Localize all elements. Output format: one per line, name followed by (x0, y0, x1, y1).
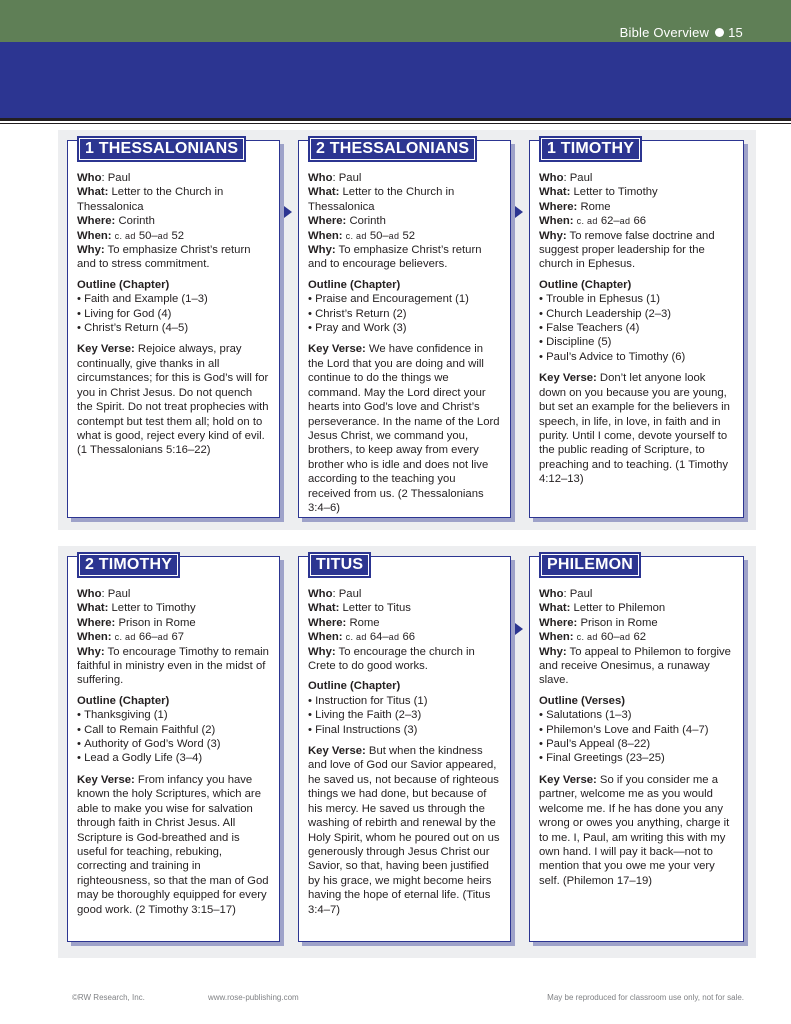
outline-item: • Salutations (1–3) (539, 708, 734, 722)
outline-item: • Discipline (5) (539, 335, 734, 349)
outline-item: • Lead a Godly Life (3–4) (77, 751, 270, 765)
why-field: Why: To encourage Timothy to remain faithful in ministry even in the midst of suffering. (77, 645, 269, 687)
outline-list (539, 292, 734, 364)
when-field: When: c. ad 62–ad 66 (539, 215, 647, 228)
outline-item: • Christ’s Return (4–5) (77, 321, 270, 335)
who-field: Who: Paul (539, 172, 593, 184)
outline-item: • Praise and Encouragement (1) (308, 292, 501, 306)
connector-arrow-icon (284, 206, 292, 218)
outline-item: • Church Leadership (2–3) (539, 307, 734, 321)
outline-heading: Outline (Chapter) (308, 680, 401, 693)
connector-arrow-icon (515, 206, 523, 218)
book-title: 1 THESSALONIANS (77, 136, 246, 162)
who-field: Who: Paul (77, 588, 131, 600)
what-field: What: Letter to Timothy (539, 186, 658, 199)
key-verse: Key Verse: Don’t let anyone look down on you because you are young, but set an example for the believers in speech, in life, in love, in faith and in purity. Until I come, devote yourself to the public reading of Scripture, to preaching and to teaching. (1 Timothy 4:12–13) (539, 372, 730, 486)
book-card (67, 556, 280, 942)
where-field: Where: Rome (308, 616, 380, 629)
outline-list (77, 292, 270, 335)
why-field: Why: To emphasize Christ’s return and to encourage believers. (308, 244, 482, 271)
book-card (529, 556, 744, 942)
outline-item: • Final Instructions (3) (308, 723, 501, 737)
footer-copyright: ©RW Research, Inc. (72, 993, 145, 1002)
page-number: 15 (728, 25, 743, 40)
outline-list (308, 292, 501, 335)
who-field: Who: Paul (539, 588, 593, 600)
when-field: When: c. ad 50–ad 52 (308, 229, 416, 242)
book-card (298, 140, 511, 518)
why-field: Why: To remove false doctrine and suggest proper leadership for the church in Ephesus. (539, 229, 715, 271)
who-field: Who: Paul (308, 588, 362, 600)
outline-item: • Thanksgiving (1) (77, 708, 270, 722)
outline-item: • Trouble in Ephesus (1) (539, 292, 734, 306)
outline-heading: Outline (Chapter) (539, 278, 632, 291)
divider-rule (0, 118, 791, 121)
outline-heading: Outline (Chapter) (77, 694, 170, 707)
when-field: When: c. ad 66–ad 67 (77, 631, 185, 644)
connector-arrow-icon (515, 623, 523, 635)
when-field: When: c. ad 60–ad 62 (539, 631, 647, 644)
outline-item: • Living the Faith (2–3) (308, 708, 501, 722)
footer-notice: May be reproduced for classroom use only, not for sale. (547, 993, 744, 1002)
who-field: Who: Paul (77, 172, 131, 184)
divider-rule-thin (0, 123, 791, 124)
outline-item: • Pray and Work (3) (308, 321, 501, 335)
verse-reference: (Titus 3:4–7) (308, 889, 491, 916)
running-header (620, 25, 743, 40)
section-title: Bible Overview (619, 25, 710, 40)
title-band (0, 42, 791, 118)
verse-reference: (1 Thessalonians 5:16–22) (77, 444, 211, 457)
what-field: What: Letter to the Church in Thessalonica (77, 186, 224, 213)
book-title: TITUS (308, 552, 371, 578)
key-verse: Key Verse: But when the kindness and love of God our Savior appeared, he saved us, not because of righteous things we had done, but because of his mercy. He saved us through the washing of rebirth and renewal by the Holy Spirit, whom he poured out on us generously through Jesus Christ our Savior, so that, having been justified by his grace, we might become heirs having the hope of eternal life. (Titus 3:4–7) (308, 745, 500, 916)
what-field: What: Letter to Timothy (77, 602, 196, 615)
key-verse: Key Verse: From infancy you have known the holy Scriptures, which are able to make you wise for salvation through faith in Christ Jesus. All Scripture is God-breathed and is useful for teaching, rebuking, correcting and training in righteousness, so that the man of God may be thoroughly equipped for every good work. (2 Timothy 3:15–17) (77, 773, 269, 916)
where-field: Where: Prison in Rome (539, 616, 658, 629)
key-verse: Key Verse: We have confidence in the Lord that you are doing and will continue to do the things we command. May the Lord direct your hearts into God’s love and Christ’s perseverance. In the name of the Lord Jesus Christ, we command you, brothers, to keep away from every brother who is idle and does not live according to the teaching you received from us. (2 Thessalonians 3:4–6) (308, 343, 500, 514)
what-field: What: Letter to Philemon (539, 602, 666, 615)
outline-heading: Outline (Chapter) (308, 278, 401, 291)
top-header-bar (0, 0, 791, 42)
verse-reference: (2 Timothy 3:15–17) (135, 903, 236, 916)
where-field: Where: Prison in Rome (77, 616, 196, 629)
outline-item: • Christ’s Return (2) (308, 307, 501, 321)
footer-website[interactable]: www.rose-publishing.com (208, 993, 299, 1002)
book-title: PHILEMON (539, 552, 641, 578)
outline-heading: Outline (Chapter) (77, 278, 170, 291)
verse-reference: (Philemon 17–19) (562, 874, 653, 887)
outline-item: • Authority of God’s Word (3) (77, 737, 270, 751)
book-card (67, 140, 280, 518)
outline-item: • Call to Remain Faithful (2) (77, 723, 270, 737)
outline-item: • Paul’s Appeal (8–22) (539, 737, 734, 751)
who-field: Who: Paul (308, 172, 362, 184)
why-field: Why: To appeal to Philemon to forgive and receive Onesimus, a runaway slave. (539, 645, 731, 687)
why-field: Why: To encourage the church in Crete to do good works. (308, 645, 475, 673)
outline-item: • False Teachers (4) (539, 321, 734, 335)
where-field: Where: Corinth (308, 215, 386, 228)
outline-heading: Outline (Verses) (539, 694, 626, 707)
outline-list (539, 708, 734, 766)
when-field: When: c. ad 50–ad 52 (77, 229, 185, 242)
why-field: Why: To emphasize Christ’s return and to stress commitment. (77, 244, 251, 271)
key-verse: Key Verse: Rejoice always, pray continually, give thanks in all circumstances; for this is God’s will for you in Christ Jesus. Do not quench the Spirit. Do not treat prophecies with contempt but test them all; hold on to what is good, reject every kind of evil. (1 Thessalonians 5:16–22) (77, 343, 269, 457)
verse-reference: (2 Thessalonians 3:4–6) (308, 487, 484, 514)
outline-item: • Instruction for Titus (1) (308, 694, 501, 708)
outline-list (77, 708, 270, 766)
outline-list (308, 694, 501, 737)
outline-item: • Faith and Example (1–3) (77, 292, 270, 306)
book-card (298, 556, 511, 942)
when-field: When: c. ad 64–ad 66 (308, 631, 416, 644)
book-card (529, 140, 744, 518)
what-field: What: Letter to Titus (308, 602, 411, 615)
where-field: Where: Corinth (77, 215, 155, 228)
book-title: 1 TIMOTHY (539, 136, 642, 162)
outline-item: • Final Greetings (23–25) (539, 751, 734, 765)
bullet-dot-icon (715, 28, 724, 37)
verse-reference: (1 Timothy 4:12–13) (539, 458, 729, 486)
what-field: What: Letter to the Church in Thessalonica (308, 186, 455, 213)
book-title: 2 TIMOTHY (77, 552, 180, 578)
outline-item: • Living for God (4) (77, 307, 270, 321)
outline-item: • Philemon’s Love and Faith (4–7) (539, 723, 734, 737)
outline-item: • Paul’s Advice to Timothy (6) (539, 350, 734, 364)
key-verse: Key Verse: So if you consider me a partner, welcome me as you would welcome me. If he has done you any wrong or owes you anything, charge it to me. I, Paul, am writing this with my own hand. I will pay it back—not to mention that you owe me your very self. (Philemon 17–19) (539, 773, 730, 887)
where-field: Where: Rome (539, 200, 611, 213)
book-title: 2 THESSALONIANS (308, 136, 477, 162)
